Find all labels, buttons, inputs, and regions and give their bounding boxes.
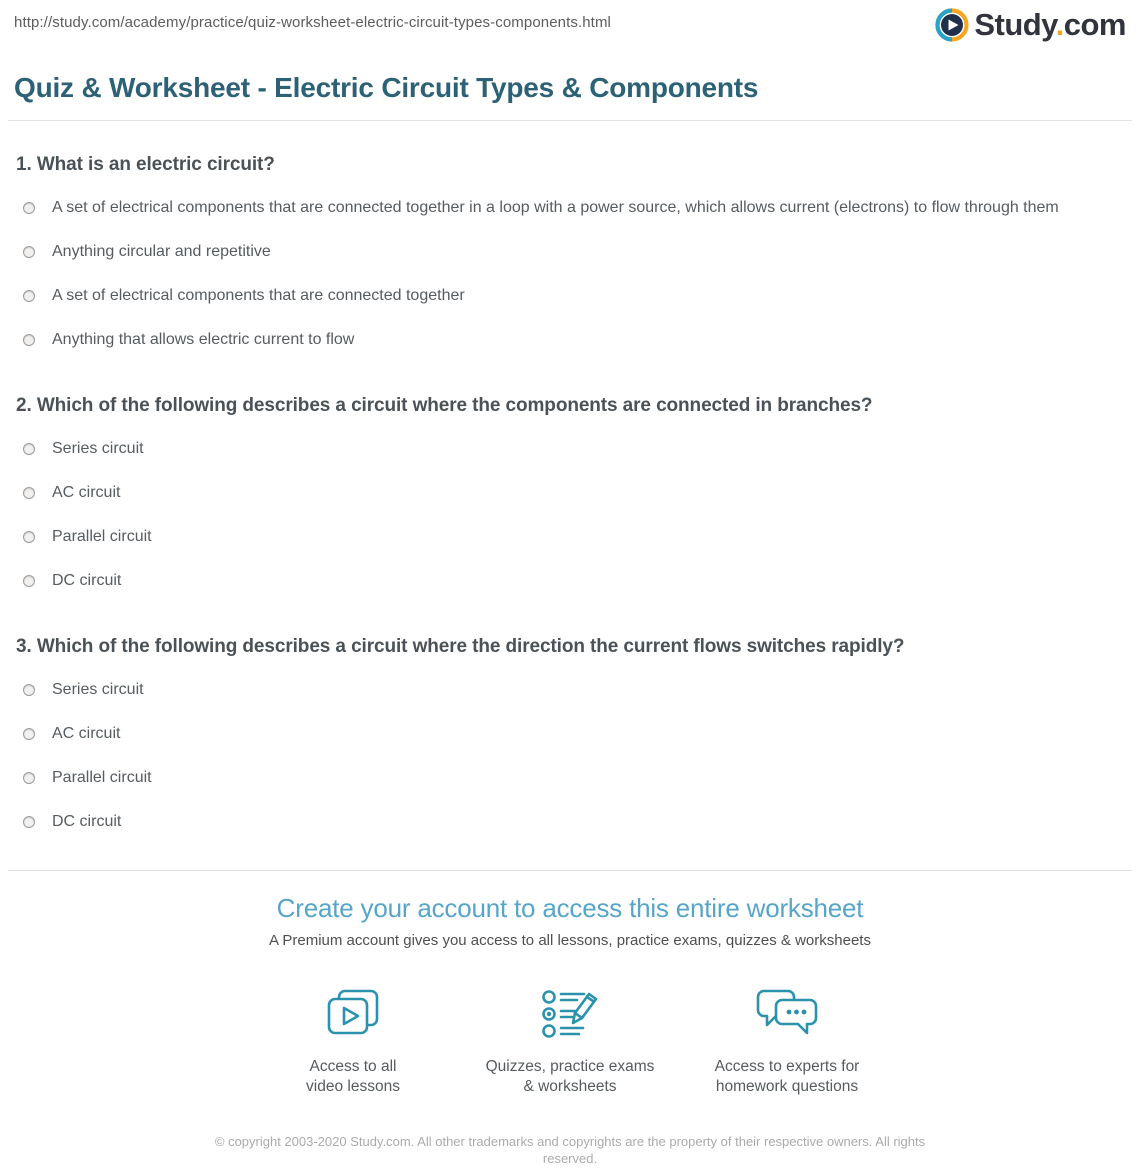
radio-button[interactable] <box>23 772 35 784</box>
option-label: Series circuit <box>52 681 144 698</box>
radio-button[interactable] <box>23 684 35 696</box>
feature-label <box>679 1057 896 1097</box>
radio-button[interactable] <box>23 816 35 828</box>
feature-expert-help <box>679 985 896 1097</box>
radio-button[interactable] <box>23 531 35 543</box>
option-label: AC circuit <box>52 725 121 742</box>
option-label: Series circuit <box>52 440 144 457</box>
feature-quizzes-worksheets <box>462 985 679 1097</box>
question-3-option-4[interactable] <box>16 800 1124 844</box>
option-label: Anything circular and repetitive <box>52 243 271 260</box>
logo-dot: . <box>1055 7 1064 42</box>
logo-com-text: com <box>1063 7 1126 42</box>
question-1-option-1[interactable] <box>16 186 1124 230</box>
option-label: Anything that allows electric current to flow <box>52 331 355 348</box>
feature-label-line2: homework questions <box>715 1078 859 1095</box>
option-label: Parallel circuit <box>52 528 152 545</box>
radio-button[interactable] <box>23 290 35 302</box>
question-1-options <box>16 186 1124 362</box>
question-2-option-2[interactable] <box>16 471 1124 515</box>
play-circle-logo-icon <box>935 8 969 42</box>
copyright-notice: © copyright 2003-2020 Study.com. All other trademarks and copyrights are the property of their respective owners. All rights reserved. <box>214 1134 926 1166</box>
question-3-options <box>16 668 1124 844</box>
question-3-option-1[interactable] <box>16 668 1124 712</box>
question-1-option-3[interactable] <box>16 274 1124 318</box>
feature-label-line1: Access to all <box>309 1058 397 1075</box>
radio-button[interactable] <box>23 246 35 258</box>
option-label: DC circuit <box>52 572 122 589</box>
radio-button[interactable] <box>23 334 35 346</box>
radio-button[interactable] <box>23 487 35 499</box>
logo-study-text: Study <box>974 7 1056 42</box>
feature-label-line1: Access to experts for <box>714 1058 860 1075</box>
feature-label-line2: & worksheets <box>523 1078 617 1095</box>
question-2-options <box>16 427 1124 603</box>
page-url: http://study.com/academy/practice/quiz-worksheet-electric-circuit-types-components.html <box>14 14 611 31</box>
video-lessons-icon <box>245 985 462 1043</box>
chat-experts-icon <box>679 985 896 1043</box>
feature-label-line1: Quizzes, practice exams <box>485 1058 655 1075</box>
quizzes-worksheets-icon <box>462 985 679 1043</box>
features-row <box>0 985 1140 1097</box>
radio-button[interactable] <box>23 202 35 214</box>
question-1-option-2[interactable] <box>16 230 1124 274</box>
question-3-option-2[interactable] <box>16 712 1124 756</box>
signup-divider <box>8 870 1132 871</box>
option-label: A set of electrical components that are connected together <box>52 287 465 304</box>
feature-label <box>245 1057 462 1097</box>
radio-button[interactable] <box>23 443 35 455</box>
signup-section <box>0 893 1140 1097</box>
feature-label <box>462 1057 679 1097</box>
radio-button[interactable] <box>23 575 35 587</box>
option-label: AC circuit <box>52 484 121 501</box>
question-2 <box>16 395 1124 603</box>
studycom-logo[interactable] <box>935 8 1126 42</box>
question-2-option-1[interactable] <box>16 427 1124 471</box>
title-divider <box>8 120 1132 121</box>
question-1 <box>16 154 1124 362</box>
feature-video-lessons <box>245 985 462 1097</box>
question-2-option-3[interactable] <box>16 515 1124 559</box>
page-title: Quiz & Worksheet - Electric Circuit Types & Components <box>14 72 759 103</box>
option-label: Parallel circuit <box>52 769 152 786</box>
question-1-option-4[interactable] <box>16 318 1124 362</box>
question-3-option-3[interactable] <box>16 756 1124 800</box>
feature-label-line2: video lessons <box>306 1078 400 1095</box>
option-label: DC circuit <box>52 813 122 830</box>
question-1-heading: 1. What is an electric circuit? <box>16 154 275 175</box>
top-bar <box>0 0 1140 42</box>
option-label: A set of electrical components that are connected together in a loop with a power source, which allows current (electrons) to flow through them <box>52 199 1059 216</box>
signup-title: Create your account to access this entire worksheet <box>276 893 864 923</box>
question-2-option-4[interactable] <box>16 559 1124 603</box>
question-2-heading: 2. Which of the following describes a circuit where the components are connected in branches? <box>16 395 873 416</box>
signup-subtitle: A Premium account gives you access to all lessons, practice exams, quizzes & worksheets <box>269 932 871 949</box>
question-3 <box>16 636 1124 844</box>
radio-button[interactable] <box>23 728 35 740</box>
question-3-heading: 3. Which of the following describes a circuit where the direction the current flows switches rapidly? <box>16 636 905 657</box>
logo-wordmark <box>974 8 1126 42</box>
